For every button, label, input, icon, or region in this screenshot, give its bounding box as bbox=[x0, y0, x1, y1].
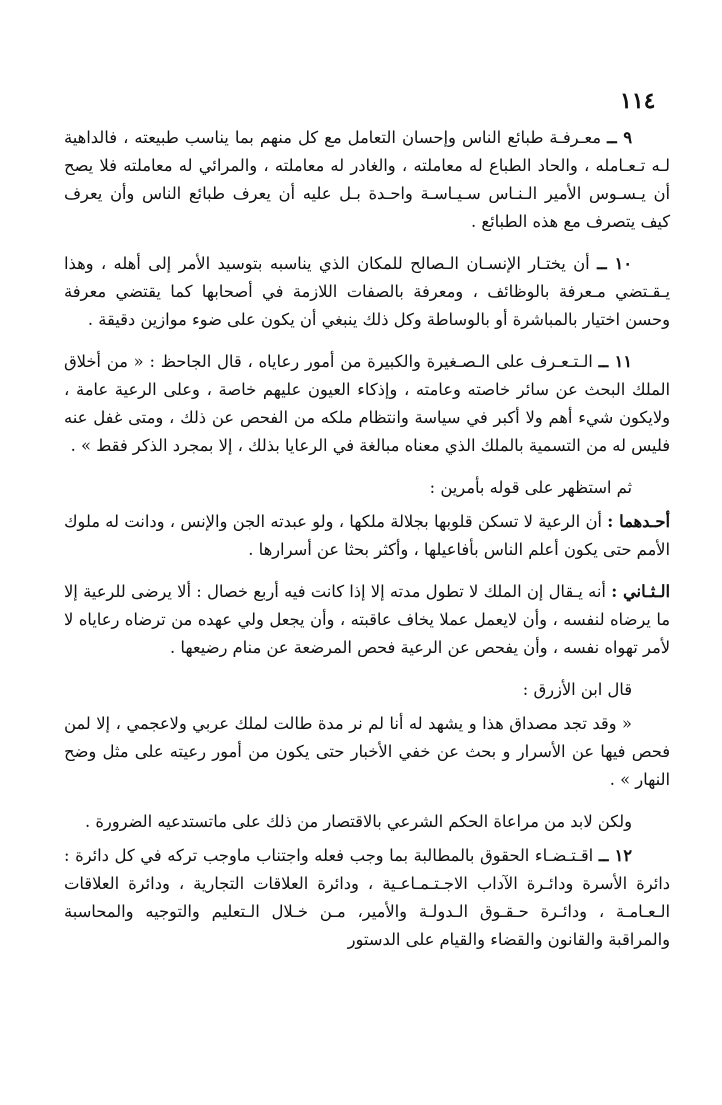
point-number: ٩ ــ bbox=[607, 128, 632, 147]
paragraph-point-11 bbox=[64, 348, 670, 460]
point-number: ١١ ــ bbox=[598, 352, 632, 371]
point-number: ١٠ ــ bbox=[597, 254, 632, 273]
paragraph-second-matter bbox=[64, 578, 670, 662]
paragraph-text: أنه يـقال إن الملك لا تطول مدته إلا إذا كانت فيه أربع خصال : ألا يرضى للرعية إلا ما يرضاه لنفسه ، وأن لايعمل عملا يخاف عاقبته ، وأن يجعل ولي عهده من ترضاه رعاياه لا لأمر تهواه نفسه ، وأن يفحص عن الرعية فحص المرضعة عن منام رضيعها . bbox=[64, 582, 670, 657]
paragraph-text: ولكن لابد من مراعاة الحكم الشرعي بالاقتصار من ذلك على ماتستدعيه الضرورة . bbox=[84, 812, 632, 831]
paragraph-heading: أحـدهما : bbox=[607, 512, 670, 531]
paragraph-intro bbox=[64, 474, 670, 502]
paragraph-text: قال ابن الأزرق : bbox=[522, 680, 632, 699]
body-text bbox=[64, 124, 670, 968]
point-number: ١٢ ــ bbox=[598, 846, 632, 865]
paragraph-text: أن يختـار الإنسـان الـصالح للمكان الذي يناسبه بتوسيد الأمر إلى أهله ، وهذا يـقـتضي مـعرفة بالوظائف ، ومعرفة بالصفات اللازمة في أصحابها كما يقتضي معرفة وحسن اختيار بالمباشرة أو بالوساطة وكل ذلك ينبغي أن يكون على ضوء موازين دقيقة . bbox=[64, 254, 670, 329]
paragraph-point-12 bbox=[64, 842, 670, 954]
paragraph-quotation bbox=[64, 710, 670, 794]
paragraph-text: أن الرعية لا تسكن قلوبها بجلالة ملكها ، ولو عبدته الجن والإنس ، ودانت له ملوك الأمم حتى يكون أعلم الناس بأفاعيلها ، وأكثر بحثا عن أسرارها . bbox=[64, 512, 670, 559]
paragraph-text: « وقد تجد مصداق هذا و يشهد له أنا لم نر مدة طالت لملك عربي ولاعجمي ، إلا لمن فحص فيها عن الأسرار و بحث عن خفي الأخبار حتى يكون من أمور رعيته على مثل وضح النهار » . bbox=[64, 714, 670, 789]
paragraph-attribution bbox=[64, 676, 670, 704]
paragraph-first-matter bbox=[64, 508, 670, 564]
paragraph-point-10 bbox=[64, 250, 670, 334]
paragraph-heading: الـثـاني : bbox=[611, 582, 670, 601]
paragraph-point-9 bbox=[64, 124, 670, 236]
page-number: ١١٤ bbox=[620, 88, 656, 114]
paragraph-text: اقـتـضـاء الحقوق بالمطالبة بما وجب فعله واجتناب ماوجب تركه في كل دائرة : دائرة الأسرة ودائـرة الآداب الاجـتـمـاعـية ، ودائرة العلاقات التجارية ، ودائرة العلاقات الـعـامـة ، ودائـرة حـقـوق الـدولـة والأمير، مـن خـلال الـتعليم والتوجيه والمحاسبة والمراقبة والقانون والقضاء والقيام على الدستور bbox=[64, 846, 670, 949]
paragraph-note bbox=[64, 808, 670, 836]
paragraph-text: ثم استظهر على قوله بأمرين : bbox=[429, 478, 632, 497]
paragraph-text: معـرفـة طبائع الناس وإحسان التعامل مع كل منهم بما يناسب طبيعته ، فالداهية لـه تـعـامله ، والحاد الطباع له معاملته ، والغادر له معاملته ، والمرائي له معاملته فلا يصح أن يـسـوس الأمير الـنـاس سـيـاسـة واحـدة بـل عليه أن يعرف طبائع الناس وأن يعرف كيف يتصرف مع هذه الطبائع . bbox=[64, 128, 670, 231]
paragraph-text: الـتـعـرف على الـصـغيرة والكبيرة من أمور رعاياه ، قال الجاحظ : « من أخلاق الملك البحث عن سائر خاصته وعامته ، وإذكاء العيون عليهم خاصة ، وعلى الرعية عامة ، ولايكون شيء أهم ولا أكبر في سياسة وانتظام ملكه من الفحص عن ذلك ، ومتى غفل عنه فليس له من التسمية بالملك الذي معناه مبالغة في الرعايا بذلك ، إلا بمجرد الذكر فقط » . bbox=[64, 352, 670, 455]
